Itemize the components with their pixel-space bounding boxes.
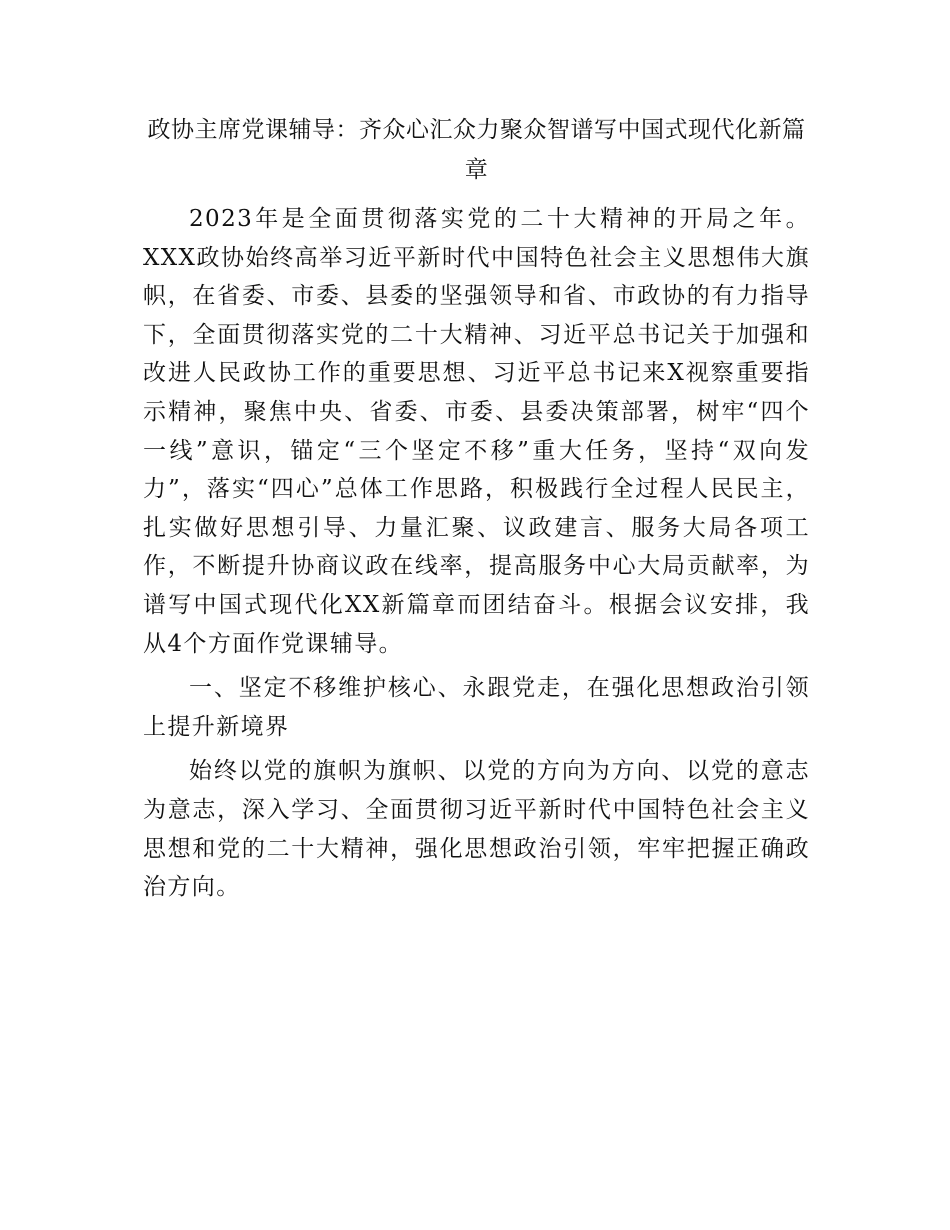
- intro-paragraph: 2023年是全面贯彻落实党的二十大精神的开局之年。XXX政协始终高举习近平新时代中国特色社会主义思想伟大旗帜，在省委、市委、县委的坚强领导和省、市政协的有力指导下，全面贯彻落实党的二十大精神、习近平总书记关于加强和改进人民政协工作的重要思想、习近平总书记来X视察重要指示精神，聚焦中央、省委、市委、县委决策部署，树牢“四个一线”意识，锚定“三个坚定不移”重大任务，坚持“双向发力”，落实“四心”总体工作思路，积极践行全过程人民民主，扎实做好思想引导、力量汇聚、议政建言、服务大局各项工作，不断提升协商议政在线率，提高服务中心大局贡献率，为谱写中国式现代化XX新篇章而团结奋斗。根据会议安排，我从4个方面作党课辅导。: [143, 206, 810, 657]
- section-paragraph: 始终以党的旗帜为旗帜、以党的方向为方向、以党的意志为意志，深入学习、全面贯彻习近平新时代中国特色社会主义思想和党的二十大精神，强化思想政治引领，牢牢把握正确政治方向。: [143, 758, 810, 901]
- document-title: 政协主席党课辅导：齐众心汇众力聚众智谱写中国式现代化新篇章: [147, 117, 806, 183]
- section-heading: 一、坚定不移维护核心、永跟党走，在强化思想政治引领上提升新境界: [143, 675, 810, 740]
